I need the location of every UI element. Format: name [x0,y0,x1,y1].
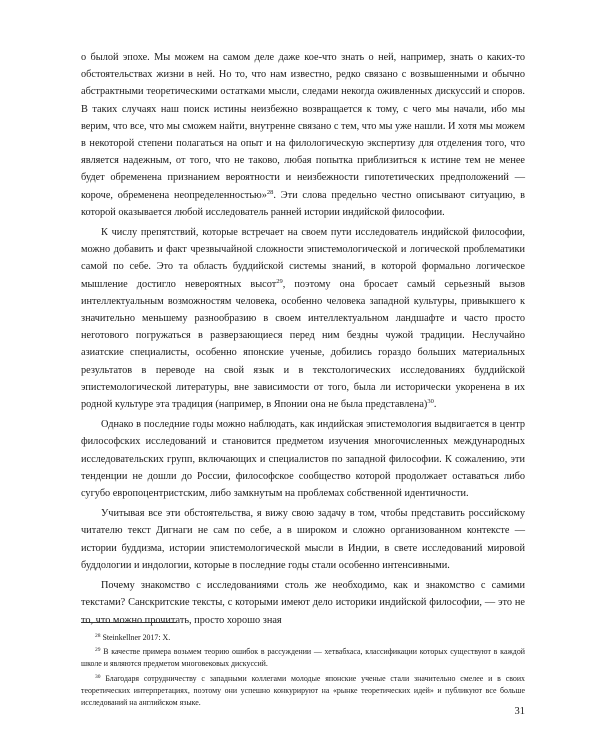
paragraph-3: Однако в последние годы можно наблюдать, как индийская эпистемология выдвигается в центр философских исследований и становится предметом изучения многочисленных международных исследовательских групп, включающих и специалистов по западной философии. К сожалению, эти тенденции не дошли до России, философское сообщество которой продолжает оставаться либо сугубо европоцентристским, либо замкнутым на проблемах собственной идентичности. [81,419,525,500]
paragraph-2-text-c: . [433,399,437,411]
footnote-28 [81,632,525,644]
footnotes [81,632,525,709]
footnote-text: Благодаря сотрудничеству с западными коллегами молодые японские ученые стали значительно смелее и в своих теоретических интерпретациях, поэтому они успешно конкурируют на «рынке теоретических идей» и публикуют все больше исследований на английском языке. [81,673,525,708]
footnote-ref-30: 30 [427,398,434,406]
paragraph-1-tail: . Эти слова предельно честно описывают ситуацию, в которой оказывается любой исследователь ранней истории индийской философии. [81,189,526,218]
footnote-ref-29: 29 [276,277,283,285]
footnote-number: 28 [95,633,101,639]
footnote-ref-28: 28 [266,188,274,196]
footnote-text: В качестве примера возьмем теорию ошибок в рассуждении — хетвабхаса, классификации которых существуют в каждой школе и являются предметом многовековых дискуссий. [81,647,525,669]
paragraph-1 [81,49,525,221]
paragraph-4: Учитывая все эти обстоятельства, я вижу свою задачу в том, чтобы представить российскому читателю текст Дигнаги не сам по себе, а в широком и сложно организованном контексте — истории буддизма, истории эпистемологической мысли в Индии, в свете исследований мировой буддологии и индологии, которые в последние годы стали особенно интенсивными. [81,508,525,571]
paragraph-1-text: о былой эпохе. Мы можем на самом деле даже кое-что знать о ней, например, знать о каких-то обстоятельствах жизни в ней. Но то, что нам известно, редко связано с возвышенными и обычно абстрактными теоретическими остатками мысли, следами некогда оживленных дискуссий и споров. В таких случаях наш поиск истины неизбежно возвращается к тому, с чего мы начали, ибо мы верим, что все, что мы сможем найти, внутренне связано с тем, что мы уже нашли. И хотя мы можем в некоторой степени полагаться на опыт и на филологическую экспертизу для отделения того, что является надежным, от того, что не таково, любая попытка приблизиться к истине тем не менее будет обременена признанием вероятности и неизбежности гипотетических предположений — короче, обременена неопределенностью» [81,52,525,201]
paragraph-2-text-a: К числу препятствий, которые встречает на своем пути исследователь индийской философии, можно добавить и факт чрезвычайной сложности эпистемологической и логической проблематики самой по себе. Это та область буддийской системы знаний, в которой формально логическое мышление достигло невероятных высот [81,227,525,290]
footnote-divider [81,622,176,623]
paragraph-5: Почему знакомство с исследованиями столь же необходимо, как и знакомство с самими текстами? Санскритские тексты, с которыми имеют дело историки индийской философии, — это не то, что можно прочитать, просто хорошо зная [81,580,525,626]
footnote-30 [81,673,525,710]
paragraph-2-text-b: , поэтому она бросает самый серьезный вызов интеллектуальным возможностям человека, особенно человека западной культуры, привыкшего к значительно меньшему разнообразию в своем интеллектуальном ландшафте и часто просто неготового погружаться в разверзающиеся перед ним бездны чужой традиции. Неслучайно азиатские специалисты, особенно японские ученые, добились гораздо больших материальных результатов в переводе на свой язык и в текстологических исследованиях буддийской эпистемологической литературы, вне зависимости от того, была ли исторически укоренена в их родной культуре эта традиция (например, в Японии она не была представлена) [81,278,526,411]
page-number: 31 [514,706,525,717]
main-text [81,49,525,629]
footnote-number: 29 [95,647,101,654]
footnote-29 [81,646,525,670]
footnote-number: 30 [95,673,101,680]
paragraph-2 [81,224,525,413]
footnote-text: Steinkellner 2017: X. [100,633,171,642]
